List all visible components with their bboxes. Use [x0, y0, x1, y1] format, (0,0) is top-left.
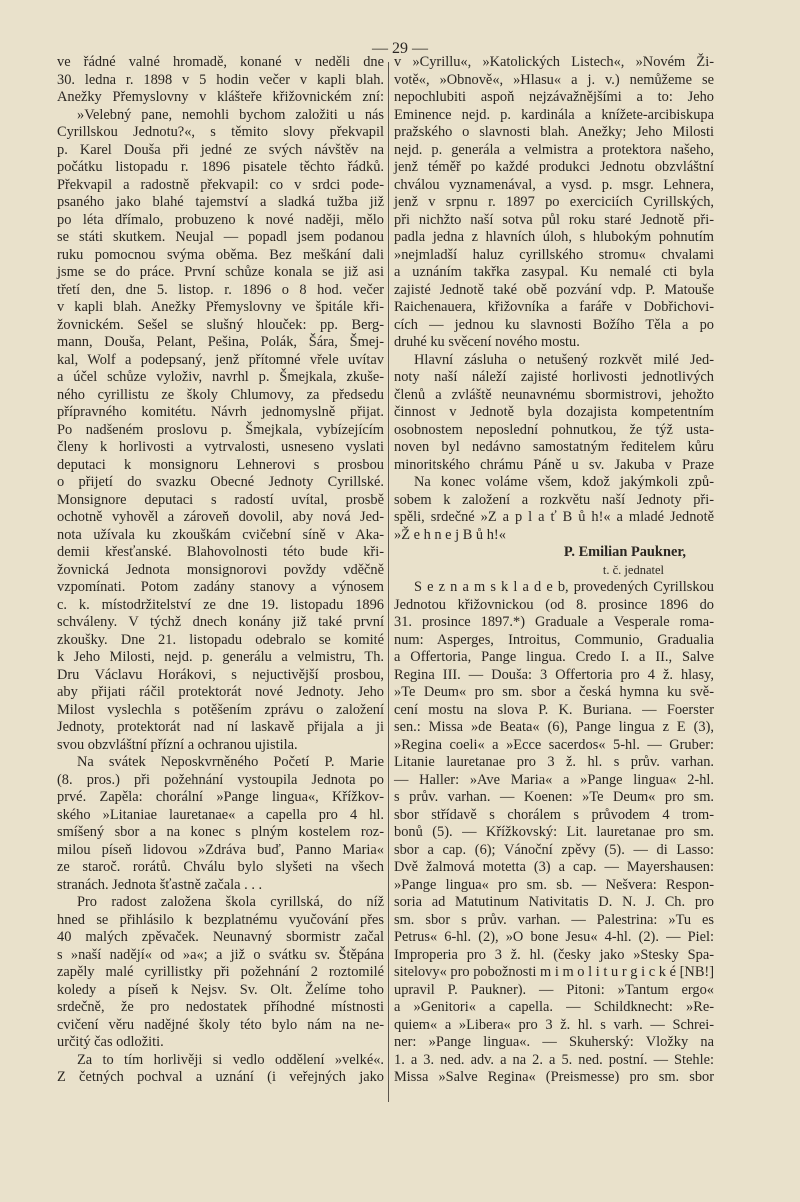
text-line: s »naší nadějí« od »a«; a již o svátku sv. Štěpána [57, 946, 384, 963]
text-line: činnost v Jednotě byla dozajista kompetentním [394, 404, 714, 420]
text-line: psaného jako blahé tajemství a sladká tužba již [57, 194, 384, 210]
text-line: »Pange lingua« pro sm. sb. — Nešvera: Respon- [394, 876, 714, 893]
text-line: nejd. p. generála a velmistra a protektora našeho, [394, 141, 714, 158]
text-line: Z četných pochval a uznání (i veřejných jako [57, 1069, 384, 1085]
text-line: jenž v srpnu r. 1897 po exerciciích Cyrillských, [394, 194, 714, 210]
text-line: »Velebný pane, nemohli bychom založiti u nás [77, 106, 384, 123]
text-line: quiem« a »Libera« pro 3 ž. hl. s varh. — Schrei- [394, 1016, 714, 1033]
text-line: 31. prosince 1897.*) Graduale a Vesperale roma- [394, 614, 714, 630]
text-line: přípravného komitétu. Návrh jednomyslně přijat. [57, 404, 384, 420]
text-line: cení mostu na slova P. K. Buriana. — Foerster [394, 701, 714, 718]
text-line: Raichenauera, křižovníka a faráře v Dobřichovi- [394, 299, 714, 315]
text-line: Eminence nejd. p. kardinála a knížete-arcibiskupa [394, 106, 714, 123]
signature-name: P. Emilian Paukner, [563, 544, 686, 560]
text-line: Překvapil a radostně překvapil: co v srdci pode- [57, 176, 384, 193]
text-line: mann, Douša, Pelant, Pešina, Polák, Šára, Šmej- [57, 334, 384, 350]
text-line: sen.: Missa »de Beata« (6), Pange lingua z E (3), [394, 719, 714, 735]
text-line: votě«, »Obnově«, »Hlasu« a j. v.) nemůžeme se [394, 71, 714, 88]
text-line: »Regina coeli« a »Ecce sacerdos« 5-hl. — Gruber: [394, 736, 714, 753]
text-line: Petrus« 6-hl. (2), »O bone Jesu« 4-hl. (2). — Piel: [394, 929, 714, 945]
text-line: Dru Václavu Horákovi, s nejuctivější prosbou, [57, 666, 384, 683]
text-line: zajisté Jednotě také obě pozvání vdp. P. Matouše [394, 281, 714, 298]
text-line: koledy a píseň k Nejsv. Sv. Olt. Želíme toho [57, 981, 384, 998]
text-line: srdečně, že pro nedostatek příhodné místnosti [57, 999, 384, 1015]
text-line: a uznáním takřka zasypal. Ku nemalé cti byla [394, 264, 714, 280]
text-line: prvé. Zapěla: chorální »Pange lingua«, Křížkov- [57, 789, 384, 805]
text-line: smíšený sbor a na konec s plným kostelem roz- [57, 824, 384, 840]
text-line: sbor střídavě s chorálem s průvodem 4 trom- [394, 806, 714, 823]
text-line: ve řádné valné hromadě, konané v neděli dne [57, 54, 384, 70]
text-line: »nejmladší haluz cyrillského stromu« chvalami [394, 246, 714, 263]
text-line: ze staroč. rorátů. Chválu bylo slyšeti na všech [57, 859, 384, 875]
text-line: noven byl nedávno samostatným ředitelem kůru [394, 439, 714, 455]
text-line: sbor a cap. (6); Vánoční zpěvy (5). — di Lasso: [394, 841, 714, 858]
text-line: zkoušky. Dne 21. listopadu odebralo se komité [57, 631, 384, 648]
text-line: Monsignore deputaci s radostí uvítal, prosbě [57, 491, 384, 508]
text-line: členy k horlivosti a vytrvalosti, usneseno vyslati [57, 439, 384, 455]
text-line: noty naší náleží zajisté horlivosti jednotlivých [394, 369, 714, 385]
text-line: nota užívala ku zkouškám cvičební síně v Aka- [57, 526, 384, 543]
text-line: vzpomínati. Potom zadány stanovy a výnosem [57, 579, 384, 595]
text-line: ného cyrillistu ze školy Chlumovy, za předsedu [57, 386, 384, 403]
left-column [57, 54, 384, 1087]
text-line: Na konec voláme všem, kdož jakýmkoli způ- [414, 474, 714, 490]
text-line: Milost vyslechla s potěšením zprávu o založení [57, 701, 384, 718]
text-line: Cyrillskou Jednotu?«, s těmito slovy překvapil [57, 124, 384, 140]
text-line: (8. pros.) při požehnání vystoupila Jednota po [57, 771, 384, 788]
text-line: padla jedna z hlavních úloh, s hlubokým pohnutím [394, 229, 714, 245]
text-line: určitý čas odložiti. [57, 1034, 164, 1050]
text-line: ner: »Pange lingua«. — Skuherský: Vložky na [394, 1034, 714, 1050]
text-line: Missa »Salve Regina« (Preismesse) pro sm. sbor [394, 1069, 714, 1085]
text-line: sitelovy« pro pobožnosti m i m o l i t u r g i c k é [NB!] [394, 964, 714, 980]
text-line: počátku listopadu r. 1896 pisatele těchto řádků. [57, 159, 384, 175]
text-line: pražského o slavnosti blah. Anežky; Jeho Milosti [394, 124, 714, 140]
text-line: členů a zvláště neunavnému sbormistrovi, jehožto [394, 386, 714, 403]
text-line: Po nadšeném proslovu p. Šmejkala, vybízejícím [57, 421, 384, 438]
text-line: v kapli blah. Anežky Přemyslovny ve špitále kři- [57, 299, 384, 315]
column-divider [388, 62, 389, 1102]
text-line: hned se přihlásilo k bezplatnému vyučování přes [57, 911, 384, 928]
text-line: žovnická Jednota monsignorovi povždy vděčně [57, 561, 384, 578]
text-line: 40 malých zpěvaček. Neunavný sbormistr začal [57, 929, 384, 945]
text-line: Jednoty, protektorát nad ní laskavě přijala a ji [57, 719, 384, 735]
text-line: Za to tím horlivěji si vedlo oddělení »velké«. [77, 1051, 384, 1068]
text-line: upravil P. Paukner). — Pitoni: »Tantum ergo« [394, 981, 714, 998]
text-line: Hlavní zásluha o netušený rozkvět milé Jed- [414, 351, 714, 368]
page-number: — 29 — [372, 40, 428, 57]
text-line: Dvě žalmová motetta (3) a cap. — Mayershausen: [394, 859, 714, 875]
text-line: — Haller: »Ave Maria« a »Pange lingua« 2-hl. [394, 771, 714, 788]
text-line: »Ž e h n e j B ů h!« [394, 526, 506, 543]
text-line: kal, Wolf a podepsaný, jenž přítomné vřele uvítav [57, 351, 384, 368]
text-line: a Offertoria, Pange lingua. Credo I. a II., Salve [394, 649, 714, 665]
text-line: se státi skutkem. Neujal — popadl jsem podanou [57, 229, 384, 245]
text-line: sm. sbor s prův. varhan. — Palestrina: »Tu es [394, 911, 714, 928]
text-line: minoritského chrámu Páně u sv. Jakuba v Praze [394, 456, 714, 473]
text-line: ského »Litaniae lauretanae« a capella pro 4 hl. [57, 806, 384, 823]
text-line: stranách. Jednota šťastně začala . . . [57, 876, 263, 893]
text-line: 30. ledna r. 1898 v 5 hodin večer v kapli blah. [57, 71, 384, 88]
text-line: druhé ku svěcení nového mostu. [394, 334, 580, 350]
text-line: bonů (5). — Křížkovský: Lit. lauretanae pro sm. [394, 824, 714, 840]
text-line: »Te Deum« pro sm. sbor a česká hymna ku svě- [394, 684, 714, 700]
text-line: osobnostem neposlední pohnutkou, že týž usta- [394, 421, 714, 438]
text-line: Anežky Přemyslovny v klášteře křižovnickém zní: [57, 89, 384, 105]
right-column [394, 54, 714, 1087]
text-line: Litanie lauretanae pro 3 ž. hl. s prův. varhan. [394, 754, 714, 770]
text-line: cích — jednou ku slavnosti Božího Těla a po [394, 316, 714, 333]
text-line: zapěly malé cyrillistky při požehnání 2 roztomilé [57, 964, 384, 980]
text-line: žovnickém. Sešel se slušný hlouček: pp. Berg- [57, 316, 384, 333]
text-line: a »Genitori« a capella. — Schildknecht: »Re- [394, 999, 714, 1015]
text-line: S e z n a m s k l a d e b, provedených Cyrillskou [414, 579, 714, 595]
text-line: Na svátek Neposkvrněného Početí P. Marie [77, 754, 384, 770]
text-line: s prův. varhan. — Koenen: »Te Deum« pro sm. [394, 789, 714, 805]
text-line: ruku pomocnou svýma oběma. Bez meškání dali [57, 246, 384, 263]
text-line: po léta dřímalo, probuzeno k nové naději, mělo [57, 211, 384, 228]
text-line: aby přijati ráčil protektorát nové Jednoty. Jeho [57, 684, 384, 700]
text-line: Improperia pro 3 ž. hl. (česky jako »Stesky Spa- [394, 946, 714, 963]
text-line: a účel schůze vyloživ, navrhl p. Šmejkala, zkuše- [57, 369, 384, 385]
text-line: c. k. místodržitelství ze dne 19. listopadu 1896 [57, 596, 384, 613]
text-line: demii křesťanské. Blahovolnosti této bude kři- [57, 544, 384, 560]
text-line: při nichžto naší sotva půl roku staré Jednotě při- [394, 211, 714, 228]
text-line: v »Cyrillu«, »Katolických Listech«, »Novém Ži- [394, 54, 714, 70]
text-line: k Jeho Milosti, nejd. p. generálu a velmistru, Th. [57, 649, 384, 665]
text-line: num: Asperges, Introitus, Communio, Gradualia [394, 631, 714, 648]
text-line: sobem k založení a rozkvětu naší Jednoty při- [394, 491, 714, 508]
text-line: soria ad Matutinum Nativitatis D. N. J. Ch. pro [394, 894, 714, 910]
signature-title: t. č. jednatel [602, 562, 664, 577]
text-line: Regina III. — Douša: 3 Offertoria pro 4 ž. hlasy, [394, 666, 714, 683]
text-line: třetí den, dne 5. listop. r. 1896 o 8 hod. večer [57, 281, 384, 298]
text-line: chválou vyznamenával, a vysd. p. msgr. Lehnera, [394, 176, 714, 193]
text-line: schváleny. V týchž dnech konány již také první [57, 614, 384, 630]
text-line: o přijetí do svazku Obecné Jednoty Cyrillské. [57, 474, 384, 490]
text-line: spěli, srdečné »Z a p l a ť B ů h!« a mladé Jednotě [394, 509, 714, 525]
text-line: ochotně vyhověl a zároveň dovolil, aby nová Jed- [57, 509, 384, 525]
text-line: cvičení věru nadějné školy této bylo nám na ne- [57, 1016, 384, 1033]
text-line: jsme se do práce. První schůze konala se již asi [57, 264, 384, 280]
text-line: jenž téměř po každé produkci Jednotu obzvláštní [394, 159, 714, 175]
text-line: nepochlubiti aspoň nejzávažnějšími a to: Jeho [394, 89, 714, 105]
text-line: Pro radost založena škola cyrillská, do níž [77, 894, 384, 910]
text-line: p. Karel Douša při jedné ze svých návštěv na [57, 141, 384, 158]
text-line: Jednotou křižovnickou (od 8. prosince 1896 do [394, 596, 714, 613]
text-line: 1. a 3. ned. adv. a na 2. a 5. ned. postní. — Stehle: [394, 1051, 714, 1068]
text-line: deputaci k monsignoru Lehnerovi s prosbou [57, 456, 384, 473]
text-line: milou píseň lidovou »Zdráva buď, Panno Maria« [57, 841, 384, 858]
text-line: svou obzvláštní přízní a ochranou ujistila. [57, 736, 298, 753]
